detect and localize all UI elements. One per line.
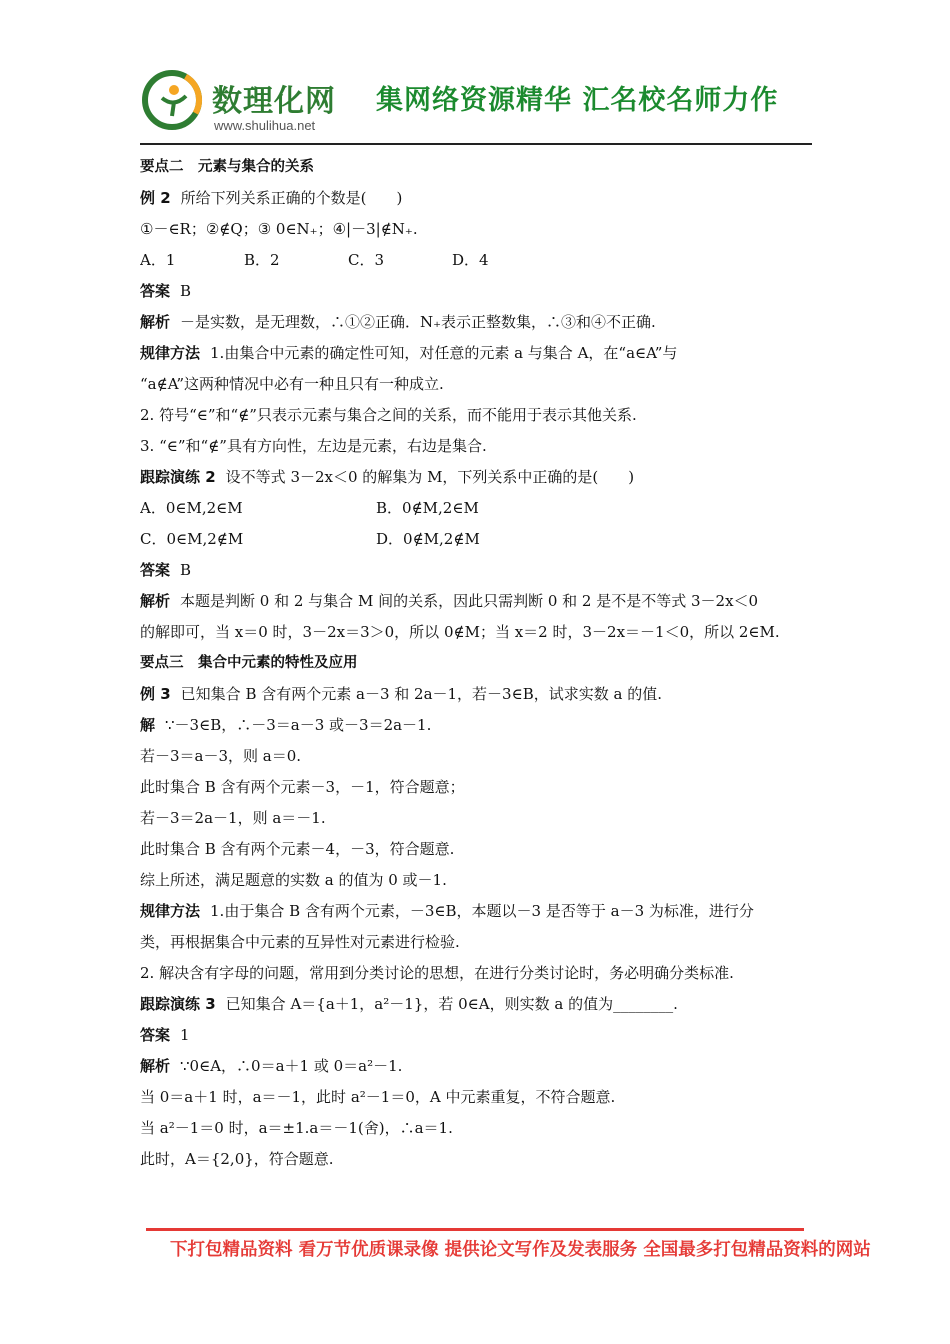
text-line: 综上所述，满足题意的实数 a 的值为 0 或－1. (140, 871, 447, 889)
site-slogan: 集网络资源精华 汇名校名师力作 (376, 85, 779, 116)
line-text: 1.由于集合 B 含有两个元素，－3∈B，本题以－3 是否等于 a－3 为标准，进行分 (210, 902, 754, 920)
text-line: 若－3＝a－3，则 a＝0. (140, 747, 302, 765)
text-line: 3. “∈”和“∉”具有方向性，左边是元素，右边是集合. (140, 437, 487, 455)
text-line: 此时集合 B 含有两个元素－4，－3，符合题意. (140, 840, 455, 858)
line-text: 设不等式 3－2x＜0 的解集为 M，下列关系中正确的是( ) (225, 468, 635, 486)
logo-icon (140, 68, 204, 132)
line-label: 答案 (140, 561, 171, 579)
labeled-line (140, 307, 812, 338)
choice-option: A．0∈M,2∈M (140, 499, 243, 517)
footer-divider (146, 1228, 804, 1231)
choice-option: D．0∉M,2∉M (376, 530, 480, 548)
text-line: 此时，A＝{2,0}，符合题意. (140, 1150, 334, 1168)
line-label: 解 (140, 716, 156, 734)
line-text: 1.由集合中元素的确定性可知，对任意的元素 a 与集合 A，在“a∈A”与 (210, 344, 678, 362)
choice-option: C．0∈M,2∉M (140, 530, 244, 548)
line-label: 解析 (140, 313, 171, 331)
choice-option: C．3 (348, 251, 385, 269)
line-text: B (180, 561, 192, 579)
line-label: 解析 (140, 592, 171, 610)
line-label: 跟踪演练 3 (140, 995, 216, 1013)
labeled-line (140, 462, 812, 493)
line-text: 1 (180, 1026, 190, 1044)
page-header (140, 60, 812, 146)
text-line: 若－3＝2a－1，则 a＝－1. (140, 809, 326, 827)
labeled-line (140, 338, 812, 369)
text-line: 当 0＝a＋1 时，a＝－1，此时 a²－1＝0，A 中元素重复，不符合题意. (140, 1088, 616, 1106)
site-name: 数理化网 (212, 84, 336, 119)
text-line: 此时集合 B 含有两个元素－3，－1，符合题意； (140, 778, 465, 796)
section-heading: 要点三 集合中元素的特性及应用 (140, 655, 358, 671)
text-line: 当 a²－1＝0 时，a＝±1.a＝－1(舍)，∴a＝1. (140, 1119, 453, 1137)
text-line: “a∉A”这两种情况中必有一种且只有一种成立. (140, 375, 444, 393)
labeled-line (140, 1051, 812, 1082)
labeled-line (140, 896, 812, 927)
site-url[interactable]: www.shulihua.net (214, 118, 316, 133)
line-label: 答案 (140, 282, 171, 300)
labeled-line (140, 679, 812, 710)
line-label: 规律方法 (140, 344, 201, 362)
line-label: 答案 (140, 1026, 171, 1044)
labeled-line (140, 1020, 812, 1051)
text-line: 类，再根据集合中元素的互异性对元素进行检验. (140, 933, 460, 951)
line-label: 解析 (140, 1057, 171, 1075)
line-label: 例 3 (140, 685, 171, 703)
line-text: B (180, 282, 192, 300)
choice-option: B．0∉M,2∈M (376, 499, 479, 517)
choice-option: B．2 (244, 251, 280, 269)
section-heading: 要点二 元素与集合的关系 (140, 159, 314, 175)
line-text: ∵－3∈B，∴－3＝a－3 或－3＝2a－1. (165, 716, 432, 734)
labeled-line (140, 586, 812, 617)
line-text: 已知集合 B 含有两个元素 a－3 和 2a－1，若－3∈B，试求实数 a 的值. (180, 685, 662, 703)
choice-options (140, 524, 812, 555)
line-text: 本题是判断 0 和 2 与集合 M 间的关系，因此只需判断 0 和 2 是不是不等式 3－2x＜0 (180, 592, 759, 610)
labeled-line (140, 276, 812, 307)
text-line: ①－∈R；②∉Q；③ 0∈N₊；④|－3|∉N₊. (140, 220, 418, 238)
line-label: 例 2 (140, 189, 171, 207)
footer-banner[interactable]: 下打包精品资料 看万节优质课录像 提供论文写作及发表服务 全国最多打包精品资料的网站 (170, 1240, 871, 1260)
line-text: ∵0∈A，∴0＝a＋1 或 0＝a²－1. (180, 1057, 403, 1075)
text-line: 的解即可，当 x＝0 时，3－2x＝3＞0，所以 0∉M；当 x＝2 时，3－2x＝－1＜0，所以 2∈M. (140, 623, 780, 641)
choice-options (140, 493, 812, 524)
choice-options (140, 245, 812, 276)
labeled-line (140, 555, 812, 586)
text-line: 2. 符号“∈”和“∉”只表示元素与集合之间的关系，而不能用于表示其他关系. (140, 406, 637, 424)
labeled-line (140, 710, 812, 741)
choice-option: D．4 (452, 251, 489, 269)
text-line: 2. 解决含有字母的问题，常用到分类讨论的思想，在进行分类讨论时，务必明确分类标准. (140, 964, 734, 982)
line-text: －是实数，是无理数，∴①②正确．N₊表示正整数集，∴③和④不正确. (180, 313, 656, 331)
header-divider (140, 143, 812, 145)
labeled-line (140, 183, 812, 214)
line-text: 所给下列关系正确的个数是( ) (180, 189, 403, 207)
line-label: 跟踪演练 2 (140, 468, 216, 486)
line-label: 规律方法 (140, 902, 201, 920)
choice-option: A．1 (140, 251, 176, 269)
line-text: 已知集合 A＝{a＋1，a²－1}，若 0∈A，则实数 a 的值为________. (225, 995, 678, 1013)
document-body (140, 152, 812, 1175)
labeled-line (140, 989, 812, 1020)
